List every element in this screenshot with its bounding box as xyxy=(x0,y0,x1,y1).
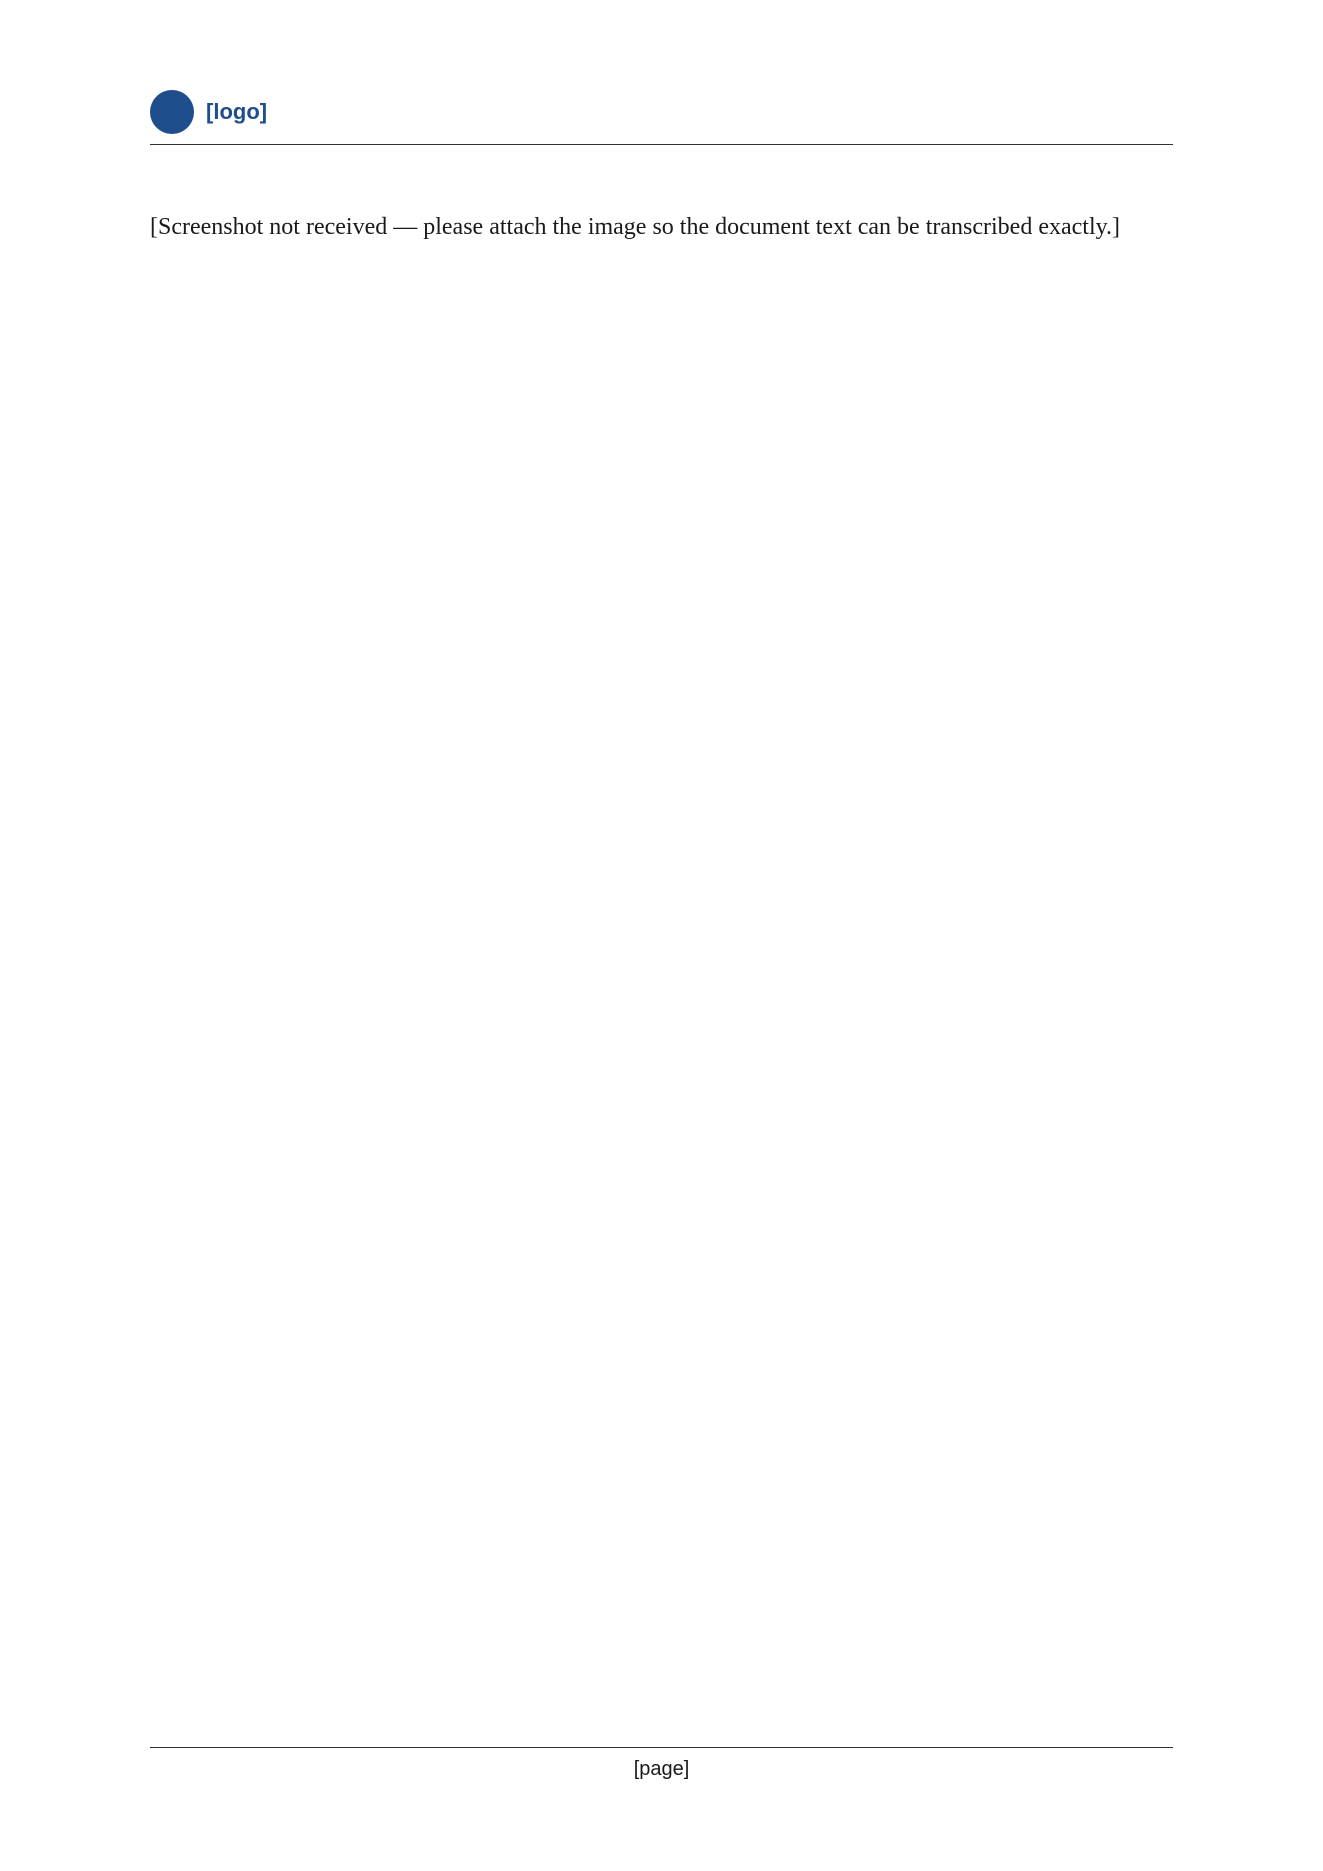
logo-mark-icon xyxy=(150,90,194,134)
page-number: [page] xyxy=(633,1758,690,1780)
company-logo xyxy=(150,90,267,134)
page-header xyxy=(150,90,1173,145)
page-body xyxy=(150,145,1173,249)
page-footer xyxy=(150,1747,1173,1781)
body-paragraph: [Screenshot not received — please attach the image so the document text can be transcribed exactly.] xyxy=(150,214,1121,240)
logo-text: [logo] xyxy=(206,99,268,124)
